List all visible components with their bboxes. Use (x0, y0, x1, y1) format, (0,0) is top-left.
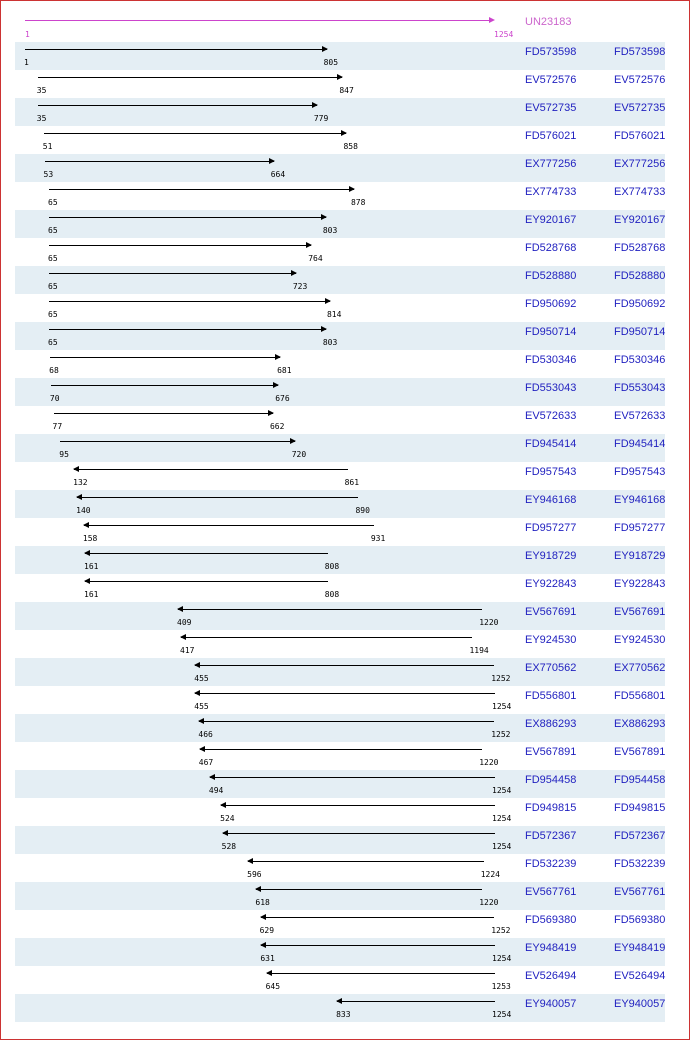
alignment-line (195, 693, 495, 694)
alignment-line (49, 245, 311, 246)
sequence-link[interactable]: EX886293 (525, 718, 577, 730)
sequence-link[interactable]: EV567691 (525, 606, 577, 618)
sequence-detail-link[interactable]: EX770562 (614, 662, 666, 674)
arrow-right-icon (269, 158, 275, 164)
arrow-right-icon (321, 326, 327, 332)
sequence-detail-link[interactable]: EX774733 (614, 186, 666, 198)
alignment-start-label: 524 (220, 814, 235, 823)
alignment-line (261, 945, 495, 946)
alignment-row (15, 490, 665, 518)
arrow-right-icon (275, 354, 281, 360)
alignment-row (15, 518, 665, 546)
arrow-left-icon (260, 942, 266, 948)
alignment-line (337, 1001, 495, 1002)
arrow-left-icon (266, 970, 272, 976)
arrow-left-icon (83, 522, 89, 528)
alignment-line (49, 329, 326, 330)
alignment-end-label: 676 (275, 394, 290, 403)
sequence-detail-link[interactable]: EV567761 (614, 886, 666, 898)
reference-start-label: 1 (25, 30, 30, 39)
sequence-link[interactable]: EV567761 (525, 886, 577, 898)
arrow-left-icon (199, 746, 205, 752)
arrow-right-icon (322, 46, 328, 52)
alignment-row (15, 826, 665, 854)
arrow-left-icon (180, 634, 186, 640)
arrow-left-icon (255, 886, 261, 892)
alignment-row (15, 154, 665, 182)
alignment-start-label: 161 (84, 590, 99, 599)
sequence-detail-link[interactable]: EY920167 (614, 214, 666, 226)
alignment-row (15, 994, 665, 1022)
arrow-left-icon (194, 662, 200, 668)
sequence-detail-link[interactable]: EV572576 (614, 74, 666, 86)
arrow-left-icon (84, 550, 90, 556)
alignment-row (15, 350, 665, 378)
alignment-end-label: 1252 (491, 730, 511, 739)
arrow-right-icon (306, 242, 312, 248)
alignment-end-label: 878 (350, 198, 366, 207)
alignment-start-label: 95 (59, 450, 69, 459)
alignment-end-label: 1220 (479, 758, 499, 767)
alignment-start-label: 77 (52, 422, 63, 431)
sequence-detail-link[interactable]: FD950692 (614, 298, 666, 310)
arrow-left-icon (260, 914, 266, 920)
sequence-detail-link[interactable]: EV572735 (614, 102, 666, 114)
sequence-link[interactable]: EX770562 (525, 662, 577, 674)
alignment-line (199, 721, 494, 722)
alignment-row (15, 42, 665, 70)
sequence-detail-link[interactable]: FD949815 (614, 802, 666, 814)
alignment-row (15, 798, 665, 826)
alignment-row (15, 574, 665, 602)
arrow-right-icon (321, 214, 327, 220)
sequence-link[interactable]: EX774733 (525, 186, 577, 198)
alignment-end-label: 890 (355, 506, 370, 515)
sequence-link[interactable]: EX777256 (525, 158, 577, 170)
alignment-line (85, 581, 328, 582)
alignment-line (200, 749, 482, 750)
sequence-link[interactable]: FD945414 (525, 438, 577, 450)
alignment-row (15, 910, 665, 938)
alignment-end-label: 1254 (492, 814, 512, 823)
alignment-end-label: 808 (324, 562, 340, 571)
sequence-detail-link[interactable]: EY924530 (614, 634, 666, 646)
alignment-row (15, 658, 665, 686)
sequence-link[interactable]: EV572576 (525, 74, 577, 86)
alignment-line (181, 637, 472, 638)
sequence-detail-link[interactable]: FD532239 (614, 858, 666, 870)
sequence-detail-link[interactable]: FD572367 (614, 830, 666, 842)
arrow-right-icon (273, 382, 279, 388)
alignment-start-label: 70 (49, 394, 60, 403)
alignment-start-label: 528 (221, 842, 237, 851)
alignment-end-label: 662 (269, 422, 285, 431)
sequence-link[interactable]: FD572367 (525, 830, 577, 842)
alignment-end-label: 861 (344, 478, 360, 487)
alignment-start-label: 65 (48, 338, 58, 347)
sequence-link[interactable]: FD553043 (525, 382, 577, 394)
alignment-line (49, 273, 296, 274)
alignment-end-label: 1224 (480, 870, 500, 879)
sequence-detail-link[interactable]: FD957277 (614, 522, 666, 534)
sequence-link[interactable]: FD528768 (525, 242, 577, 254)
alignment-start-label: 494 (208, 786, 224, 795)
alignment-row (15, 714, 665, 742)
alignment-row (15, 882, 665, 910)
sequence-detail-link[interactable]: FD573598 (614, 46, 666, 58)
alignment-line (267, 973, 495, 974)
sequence-link[interactable]: FD950692 (525, 298, 577, 310)
alignment-line (49, 217, 326, 218)
alignment-row (15, 686, 665, 714)
alignment-line (195, 665, 494, 666)
alignment-row (15, 854, 665, 882)
alignment-start-label: 158 (82, 534, 98, 543)
sequence-link[interactable]: EY918729 (525, 550, 577, 562)
arrow-left-icon (209, 774, 215, 780)
alignment-start-label: 65 (48, 282, 58, 291)
sequence-link[interactable]: FD957543 (525, 466, 577, 478)
alignment-row (15, 70, 665, 98)
alignment-end-label: 808 (324, 590, 340, 599)
alignment-row (15, 210, 665, 238)
sequence-link[interactable]: FD957277 (525, 522, 577, 534)
sequence-detail-link[interactable]: EV572633 (614, 410, 666, 422)
alignment-line (51, 385, 278, 386)
sequence-detail-link[interactable]: FD950714 (614, 326, 666, 338)
sequence-detail-link[interactable]: FD528880 (614, 270, 666, 282)
sequence-link[interactable]: EV567891 (525, 746, 577, 758)
alignment-line (248, 861, 484, 862)
sequence-detail-link[interactable]: EY946168 (614, 494, 666, 506)
alignment-row (15, 406, 665, 434)
sequence-link[interactable]: FD530346 (525, 354, 577, 366)
arrow-left-icon (247, 858, 253, 864)
alignment-line (45, 161, 274, 162)
alignment-line (49, 301, 330, 302)
alignment-start-label: 417 (180, 646, 195, 655)
sequence-link[interactable]: EY924530 (525, 634, 577, 646)
sequence-link[interactable]: FD569380 (525, 914, 577, 926)
alignment-start-label: 596 (247, 870, 262, 879)
alignment-row (15, 546, 665, 574)
alignment-start-label: 467 (198, 758, 214, 767)
alignment-line (74, 469, 347, 470)
alignment-line (210, 777, 495, 778)
arrow-left-icon (198, 718, 204, 724)
alignment-start-label: 161 (84, 562, 99, 571)
sequence-detail-link[interactable]: FD528768 (614, 242, 666, 254)
alignment-row (15, 770, 665, 798)
alignment-end-label: 931 (370, 534, 386, 543)
arrow-left-icon (73, 466, 79, 472)
alignment-end-label: 1220 (479, 898, 499, 907)
alignment-line (54, 413, 273, 414)
reference-end-label: 1254 (494, 30, 514, 39)
alignment-end-label: 858 (343, 142, 358, 151)
sequence-link[interactable]: EY946168 (525, 494, 577, 506)
sequence-link[interactable]: EY920167 (525, 214, 577, 226)
alignment-end-label: 1220 (479, 618, 499, 627)
alignment-start-label: 409 (177, 618, 192, 627)
alignment-start-label: 466 (198, 730, 213, 739)
alignment-row (15, 238, 665, 266)
alignment-end-label: 1194 (469, 646, 489, 655)
alignment-start-label: 35 (36, 86, 47, 95)
alignment-line (25, 49, 327, 50)
arrow-right-icon (291, 270, 297, 276)
sequence-link[interactable]: FD573598 (525, 46, 577, 58)
alignment-end-label: 720 (291, 450, 307, 459)
sequence-link[interactable]: EV572633 (525, 410, 577, 422)
alignment-row (15, 98, 665, 126)
arrow-right-icon (312, 102, 318, 108)
alignment-row (15, 294, 665, 322)
alignment-start-label: 68 (49, 366, 59, 375)
alignment-end-label: 723 (292, 282, 308, 291)
sequence-link[interactable]: EY940057 (525, 998, 577, 1010)
alignment-start-label: 140 (76, 506, 91, 515)
sequence-detail-link[interactable]: FD945414 (614, 438, 666, 450)
alignment-end-label: 803 (322, 338, 338, 347)
alignment-end-label: 805 (323, 58, 339, 67)
alignment-end-label: 1254 (492, 786, 512, 795)
reference-arrow-head-icon (489, 17, 495, 23)
alignment-row (15, 434, 665, 462)
arrow-right-icon (290, 438, 296, 444)
alignment-start-label: 618 (255, 898, 270, 907)
sequence-link[interactable]: FD556801 (525, 690, 577, 702)
sequence-link[interactable]: FD954458 (525, 774, 577, 786)
sequence-link[interactable]: FD528880 (525, 270, 577, 282)
arrow-right-icon (341, 130, 347, 136)
alignment-end-label: 847 (339, 86, 354, 95)
alignment-end-label: 1252 (491, 926, 511, 935)
alignment-start-label: 132 (73, 478, 88, 487)
alignment-start-label: 1 (24, 58, 29, 67)
arrow-right-icon (268, 410, 274, 416)
alignment-row (15, 742, 665, 770)
arrow-right-icon (337, 74, 343, 80)
alignment-line (84, 525, 374, 526)
alignment-start-label: 51 (42, 142, 53, 151)
alignment-line (77, 497, 358, 498)
sequence-detail-link[interactable]: FD954458 (614, 774, 666, 786)
arrow-left-icon (220, 802, 226, 808)
sequence-link[interactable]: FD576021 (525, 130, 577, 142)
alignment-row (15, 322, 665, 350)
alignment-end-label: 803 (322, 226, 338, 235)
alignment-line (50, 357, 280, 358)
alignment-line (38, 105, 317, 106)
sequence-detail-link[interactable]: FD553043 (614, 382, 666, 394)
sequence-detail-link[interactable]: FD576021 (614, 130, 666, 142)
arrow-left-icon (336, 998, 342, 1004)
alignment-row (15, 462, 665, 490)
arrow-left-icon (222, 830, 228, 836)
sequence-detail-link[interactable]: FD569380 (614, 914, 666, 926)
alignment-end-label: 1254 (492, 842, 512, 851)
alignment-row (15, 266, 665, 294)
arrow-right-icon (325, 298, 331, 304)
alignment-line (85, 553, 328, 554)
alignment-line (256, 889, 482, 890)
alignment-line (44, 133, 347, 134)
alignment-line (223, 833, 495, 834)
sequence-link[interactable]: EY948419 (525, 942, 577, 954)
sequence-detail-link[interactable]: EY940057 (614, 998, 666, 1010)
alignment-end-label: 764 (308, 254, 323, 263)
alignment-start-label: 629 (259, 926, 275, 935)
arrow-left-icon (177, 606, 183, 612)
arrow-left-icon (84, 578, 90, 584)
sequence-detail-link[interactable]: FD530346 (614, 354, 666, 366)
alignment-start-label: 53 (43, 170, 54, 179)
alignment-end-label: 1254 (492, 1010, 512, 1019)
alignment-line (221, 805, 495, 806)
sequence-detail-link[interactable]: EV567691 (614, 606, 666, 618)
alignment-row (15, 602, 665, 630)
alignment-start-label: 645 (265, 982, 281, 991)
arrow-left-icon (76, 494, 82, 500)
alignment-end-label: 664 (270, 170, 286, 179)
alignment-row (15, 126, 665, 154)
alignment-line (49, 189, 354, 190)
sequence-detail-link[interactable]: EV526494 (614, 970, 666, 982)
alignment-start-label: 833 (336, 1010, 351, 1019)
alignment-end-label: 1254 (492, 954, 512, 963)
sequence-detail-link[interactable]: EV567891 (614, 746, 666, 758)
sequence-detail-link[interactable]: EY922843 (614, 578, 666, 590)
sequence-detail-link[interactable]: EY948419 (614, 942, 666, 954)
alignment-start-label: 65 (48, 198, 58, 207)
sequence-detail-link[interactable]: FD556801 (614, 690, 666, 702)
sequence-detail-link[interactable]: EY918729 (614, 550, 666, 562)
alignment-line (38, 77, 343, 78)
alignment-start-label: 631 (260, 954, 275, 963)
alignment-row (15, 630, 665, 658)
alignment-end-label: 1252 (491, 674, 511, 683)
alignment-start-label: 65 (48, 254, 58, 263)
sequence-link[interactable]: EY922843 (525, 578, 577, 590)
arrow-right-icon (349, 186, 355, 192)
sequence-link[interactable]: FD950714 (525, 326, 577, 338)
alignment-line (60, 441, 294, 442)
alignment-row (15, 938, 665, 966)
sequence-link[interactable]: EV572735 (525, 102, 577, 114)
reference-name-link[interactable]: UN23183 (525, 16, 572, 28)
alignment-start-label: 65 (48, 226, 58, 235)
alignment-line (178, 609, 482, 610)
alignment-start-label: 455 (194, 674, 209, 683)
alignment-end-label: 814 (326, 310, 342, 319)
alignment-line (261, 917, 495, 918)
alignment-row (15, 966, 665, 994)
alignment-start-label: 65 (48, 310, 58, 319)
alignment-end-label: 779 (313, 114, 329, 123)
alignment-start-label: 35 (36, 114, 47, 123)
sequence-link[interactable]: FD949815 (525, 802, 577, 814)
sequence-detail-link[interactable]: EX886293 (614, 718, 666, 730)
alignment-end-label: 681 (277, 366, 292, 375)
alignment-row (15, 182, 665, 210)
alignment-row (15, 378, 665, 406)
reference-line (25, 20, 491, 21)
alignment-end-label: 1254 (492, 702, 512, 711)
arrow-left-icon (194, 690, 200, 696)
sequence-link[interactable]: FD532239 (525, 858, 577, 870)
alignment-start-label: 455 (194, 702, 209, 711)
sequence-detail-link[interactable]: EX777256 (614, 158, 666, 170)
sequence-detail-link[interactable]: FD957543 (614, 466, 666, 478)
sequence-link[interactable]: EV526494 (525, 970, 577, 982)
alignment-end-label: 1253 (491, 982, 511, 991)
